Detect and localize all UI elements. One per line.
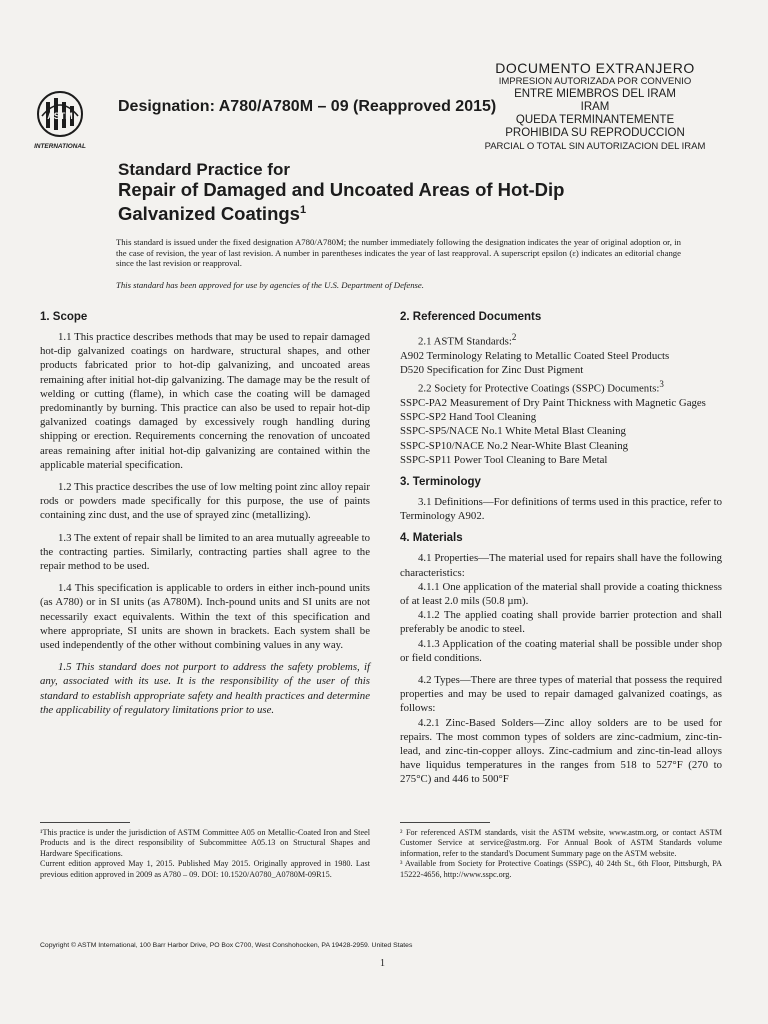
footnote-3: ³ Available from Society for Protective Coatings (SSPC), 40 24th St., 6th Floor, Pittsburgh, PA 15222-4656, http://www.sspc.org. — [400, 859, 722, 879]
paragraph-1-3: 1.3 The extent of repair shall be limited to an area mutually agreeable to the contracting parties. Similarly, contracting parties shall agree to the repair method to be used. — [40, 531, 370, 573]
title-footnote-ref: 1 — [299, 204, 307, 216]
title-line-2: Repair of Damaged and Uncoated Areas of Hot-Dip — [118, 179, 565, 200]
footnote-rule-left — [40, 822, 130, 823]
paragraph-4-1-1: 4.1.1 One application of the material shall provide a coating thickness of at least 2.0 mils (50.8 µm). — [400, 580, 722, 608]
issuance-notice: This standard is issued under the fixed designation A780/A780M; the number immediately following the designation indicates the year of original adoption or, in the case of revision, the year of last revision. A number in parentheses indicates the year of last reapproval. A superscript epsilon (ε) indicates an editorial change since the last revision or reapproval. — [116, 237, 681, 268]
ref-d520: D520 Specification for Zinc Dust Pigment — [400, 364, 584, 376]
paragraph-1-2: 1.2 This practice describes the use of low melting point zinc alloy repair rods or powders made specifically for this purpose, the use of paints containing zinc dust, and the use of sprayed zinc (metallizing). — [40, 481, 370, 522]
ref-sspc-sp10: SSPC-SP10/NACE No.2 Near-White Blast Cleaning — [400, 439, 629, 452]
paragraph-4-2: 4.2 Types—There are three types of material that possess the required properties and may be used to repair damaged galvanized coatings, as follows: — [400, 674, 722, 715]
stamp-line: QUEDA TERMINANTEMENTE — [515, 114, 675, 126]
right-column — [400, 310, 722, 795]
document-title — [118, 160, 678, 224]
logo-subtext: INTERNATIONAL — [34, 143, 86, 150]
stamp-line: ENTRE MIEMBROS DEL IRAM — [514, 88, 676, 100]
ref-2-1: 2.1 ASTM Standards: — [418, 335, 512, 348]
footnote-rule-right — [400, 822, 490, 823]
ref-sspc-pa2: SSPC-PA2 Measurement of Dry Paint Thickness with Magnetic Gages — [400, 397, 706, 409]
section-heading-referenced-documents: 2. Referenced Documents — [400, 311, 542, 323]
designation: Designation: A780/A780M – 09 (Reapproved 2015) — [118, 98, 497, 115]
ref-sspc-sp2: SSPC-SP2 Hand Tool Cleaning — [400, 411, 537, 424]
section-heading-terminology: 3. Terminology — [400, 476, 481, 489]
title-line-1: Standard Practice for — [118, 160, 290, 179]
iram-stamp — [480, 62, 710, 153]
footnote-1-edition: Current edition approved May 1, 2015. Published May 2015. Originally approved in 1980. Last previous edition approved in 2009 as A780 – 09. DOI: 10.1520/A0780_A0780M-09R15. — [40, 859, 370, 879]
dod-approval-note: This standard has been approved for use by agencies of the U.S. Department of Defense. — [116, 280, 424, 290]
ref-2-2-footnote: 3 — [659, 379, 664, 390]
ref-2-1-footnote: 2 — [511, 332, 517, 342]
ref-a902: A902 Terminology Relating to Metallic Coated Steel Products — [400, 349, 670, 362]
title-line-3: Galvanized Coatings — [118, 203, 300, 225]
paragraph-4-1-3: 4.1.3 Application of the coating material shall be possible under shop or field conditions. — [400, 637, 722, 664]
paragraph-1-5: 1.5 This standard does not purport to address the safety problems, if any, associated with its use. It is the responsibility of the user of this standard to establish appropriate safety and health practices and determine the applicability of regulatory limitations prior to use. — [40, 661, 370, 716]
logo-text: ASTM — [47, 111, 73, 121]
copyright-line: Copyright © ASTM International, 100 Barr Harbor Drive, PO Box C700, West Conshohocken, PA 19428-2959. United States — [40, 942, 413, 949]
stamp-line: IMPRESION AUTORIZADA POR CONVENIO — [498, 76, 692, 87]
ref-2-2: 2.2 Society for Protective Coatings (SSPC) Documents: — [418, 382, 660, 395]
stamp-line: PARCIAL O TOTAL SIN AUTORIZACION DEL IRAM — [484, 141, 706, 152]
ref-sspc-sp5: SSPC-SP5/NACE No.1 White Metal Blast Cleaning — [400, 425, 626, 438]
astm-logo — [30, 86, 92, 152]
footnote-1: ¹This practice is under the jurisdiction of ASTM Committee A05 on Metallic-Coated Iron and Steel Products and is the direct responsibility of Subcommittee A05.13 on Structural Shapes and Hardware Specifications. — [40, 828, 370, 858]
left-column — [40, 310, 370, 725]
paragraph-4-1: 4.1 Properties—The material used for repairs shall have the following characteristics: — [400, 552, 722, 579]
section-heading-scope: 1. Scope — [40, 311, 88, 323]
paragraph-4-2-1: 4.2.1 Zinc-Based Solders—Zinc alloy solders are to be used for repairs. The most common types of solders are zinc-cadmium, zinc-tin-lead, and zinc-tin-copper alloys. Zinc-cadmium and zinc-tin-lead alloys have liquidus temperatures in the ranges from 518 to 527°F (270 to 275°C) and 446 to 500°F — [400, 716, 722, 786]
ref-sspc-sp11: SSPC-SP11 Power Tool Cleaning to Bare Metal — [400, 453, 608, 466]
stamp-line: IRAM — [580, 101, 610, 113]
section-heading-materials: 4. Materials — [400, 532, 463, 545]
paragraph-1-4: 1.4 This specification is applicable to orders in either inch-pound units (as A780) or in SI units (as A780M). Inch-pound units and SI units are not necessarily exact equivalents. Within the text of this specification and where appropriate, SI units are shown in brackets. Each system shall be used independently of the other without combining values in any way. — [40, 582, 370, 652]
stamp-line: DOCUMENTO EXTRANJERO — [495, 60, 695, 76]
page-number: 1 — [380, 958, 385, 969]
footnotes-right — [400, 828, 722, 880]
footnotes-left — [40, 828, 370, 880]
footnote-2: ² For referenced ASTM standards, visit the ASTM website, www.astm.org, or contact ASTM Customer Service at service@astm.org. For Annual Book of ASTM Standards volume information, refer to the standard's Document Summary page on the ASTM website. — [400, 828, 722, 858]
paragraph-3-1: 3.1 Definitions—For definitions of terms used in this practice, refer to Terminology A902. — [400, 496, 722, 523]
astm-logo-mark — [30, 86, 92, 152]
paragraph-4-1-2: 4.1.2 The applied coating shall provide barrier protection and shall preferably be anodic to steel. — [400, 609, 722, 636]
paragraph-1-1: 1.1 This practice describes methods that may be used to repair damaged hot-dip galvanized coatings on hardware, structural shapes, and other products fabricated prior to hot-dip galvanizing, and uncoated areas remaining after initial hot-dip galvanizing. The damage may be the result of welding or cutting (flame), in which case the coating will be damaged predominantly by burning. This practice can also be used to repair hot-dip galvanized coatings damaged by excessively rough handling during shipping or erection. Requirements concerning the renovation of uncoated areas remaining after initial hot-dip galvanizing are contained within the applicable material specification. — [40, 331, 370, 471]
stamp-line: PROHIBIDA SU REPRODUCCION — [505, 127, 685, 139]
